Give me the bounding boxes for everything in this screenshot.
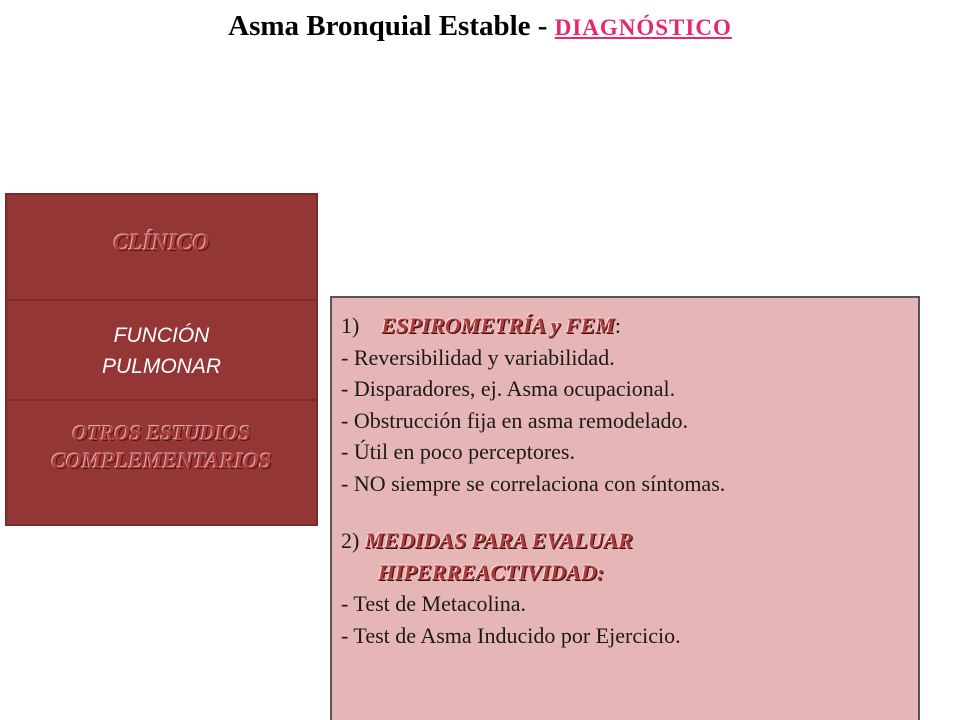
sidebar-item-label-line1: OTROS ESTUDIOS [72,421,251,445]
list-item: - Obstrucción fija en asma remodelado. [341,407,688,433]
spacer [341,499,918,525]
sidebar-menu [5,193,322,526]
sidebar-item-otros-estudios[interactable] [5,399,318,526]
content-panel [330,296,920,720]
sidebar-item-label-line2: PULMONAR [101,355,222,378]
section-heading-line2: HIPERREACTIVIDAD: [378,559,605,585]
list-item: - Útil en poco perceptores. [341,439,575,464]
sidebar-item-clinico[interactable] [5,193,318,301]
section-heading-line1: MEDIDAS PARA EVALUAR [364,528,633,553]
title-main: Asma Bronquial Estable - [228,10,555,42]
list-item: - Reversibilidad y variabilidad. [341,344,615,370]
sidebar-item-funcion-pulmonar[interactable] [5,299,318,401]
list-item: - Test de Metacolina. [341,591,526,616]
sidebar-item-label-line1: FUNCIÓN [113,324,210,347]
sidebar-item-label-line2: COMPLEMENTARIOS [51,448,272,473]
list-item: - Test de Asma Inducido por Ejercicio. [341,622,681,648]
section-colon: : [614,313,621,338]
section-number: 1) [341,313,360,338]
sidebar-item-label: CLÍNICO [113,230,210,255]
section-heading: ESPIROMETRÍA y FEM [381,313,615,338]
page-title [0,10,960,43]
section-2-heading [341,525,918,557]
list-item: - Disparadores, ej. Asma ocupacional. [341,376,676,401]
section-1-heading [341,310,918,342]
diagnostico-link[interactable]: DIAGNÓSTICO [554,15,732,40]
section-2-heading-cont [341,557,918,589]
section-number: 2) [341,528,360,553]
list-item: - NO siempre se correlaciona con síntomas. [341,470,726,496]
